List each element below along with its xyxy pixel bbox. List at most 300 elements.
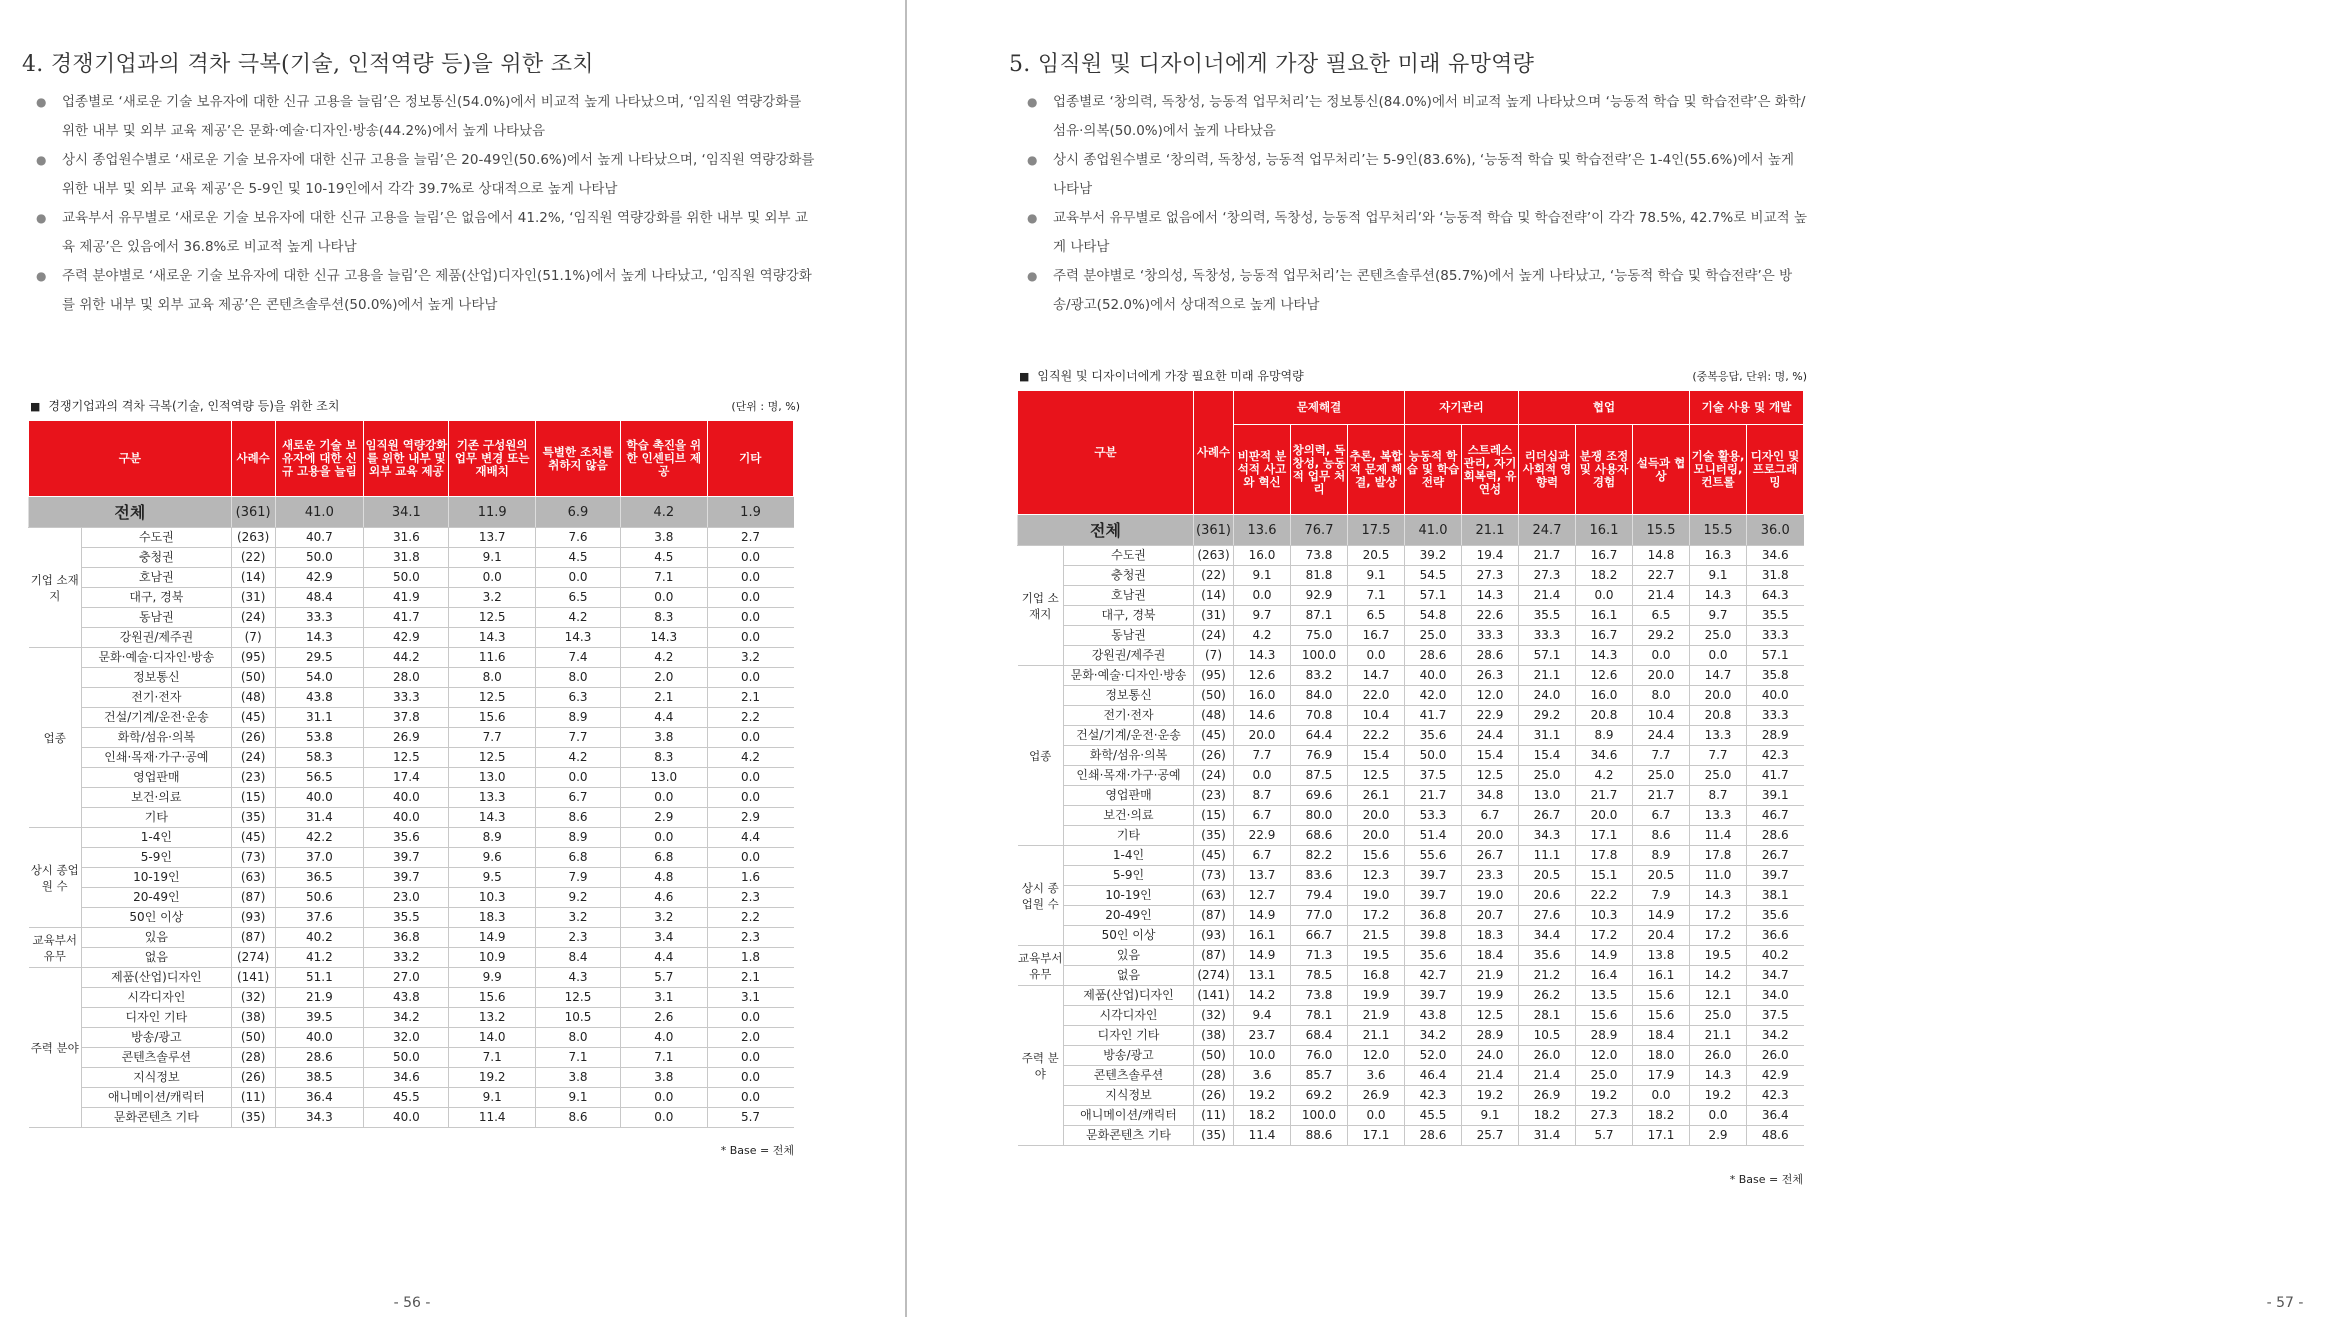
cell-value: 34.3: [1519, 826, 1576, 846]
cell-value: 0.0: [621, 828, 707, 848]
cell-value: 0.0: [1633, 1086, 1690, 1106]
cell-value: 4.0: [621, 1028, 707, 1048]
cell-value: 2.6: [621, 1008, 707, 1028]
section-heading: 4. 경쟁기업과의 격차 극복(기술, 인적역량 등)을 위한 조치: [22, 52, 594, 77]
table-row: [1018, 946, 1804, 966]
cell-value: 0.0: [1348, 646, 1405, 666]
cell-value: 8.0: [1633, 686, 1690, 706]
cell-value: 20.0: [1348, 806, 1405, 826]
bullet-item: ● 업종별로 ‘창의력, 독창성, 능동적 업무처리’는 정보통신(84.0%)에서 비교적 높게 나타났으며 ‘능동적 학습 및 학습전략’은 화학/섬유·의복(50.0%)에서 높게 나타났음: [1027, 88, 1807, 146]
cell-n: (87): [231, 928, 275, 948]
cell-value: 10.3: [449, 888, 535, 908]
cell-value: 19.2: [1690, 1086, 1747, 1106]
cell-value: 6.5: [535, 588, 620, 608]
cell-value: 83.6: [1291, 866, 1348, 886]
cell-value: 64.3: [1747, 586, 1804, 606]
cell-value: 21.1: [1462, 515, 1519, 546]
cell-value: 9.1: [1462, 1106, 1519, 1126]
cell-value: 16.0: [1576, 686, 1633, 706]
table-unit: (중복응답, 단위: 명, %): [1692, 370, 1807, 383]
cell-value: 4.4: [621, 948, 707, 968]
square-bullet-icon: ■: [30, 400, 41, 413]
cell-value: 38.5: [275, 1068, 364, 1088]
table-row: [29, 768, 794, 788]
cell-value: 24.4: [1633, 726, 1690, 746]
cell-value: 8.6: [535, 1108, 620, 1128]
cell-value: 9.6: [449, 848, 535, 868]
cell-value: 8.9: [449, 828, 535, 848]
cell-value: 17.2: [1690, 926, 1747, 946]
cell-value: 17.2: [1690, 906, 1747, 926]
cell-value: 42.3: [1747, 746, 1804, 766]
cell-n: (95): [1194, 666, 1234, 686]
cell-value: 36.6: [1747, 926, 1804, 946]
col-header-category: 구분: [29, 421, 232, 497]
cell-value: 18.2: [1633, 1106, 1690, 1126]
cell-value: 52.0: [1405, 1046, 1462, 1066]
cell-n: (93): [231, 908, 275, 928]
cell-value: 7.7: [535, 728, 620, 748]
cell-value: 8.6: [535, 808, 620, 828]
group-label: 상시 종업원 수: [1018, 846, 1064, 946]
cell-value: 40.0: [364, 788, 449, 808]
cell-value: 28.1: [1519, 1006, 1576, 1026]
cell-value: 7.4: [535, 648, 620, 668]
cell-n: (31): [231, 588, 275, 608]
cell-value: 34.1: [364, 497, 449, 528]
cell-value: 15.4: [1462, 746, 1519, 766]
cell-value: 10.0: [1234, 1046, 1291, 1066]
cell-value: 39.5: [275, 1008, 364, 1028]
cell-value: 73.8: [1291, 546, 1348, 566]
data-table: [28, 420, 794, 1128]
cell-value: 2.1: [707, 968, 793, 988]
cell-value: 58.3: [275, 748, 364, 768]
cell-n: (24): [231, 748, 275, 768]
cell-value: 14.8: [1633, 546, 1690, 566]
cell-value: 17.1: [1348, 1126, 1405, 1146]
cell-value: 50.0: [364, 1048, 449, 1068]
cell-value: 25.7: [1462, 1126, 1519, 1146]
row-label: 시각디자인: [81, 988, 231, 1008]
row-label: 1-4인: [1064, 846, 1194, 866]
cell-value: 37.5: [1747, 1006, 1804, 1026]
cell-value: 5.7: [707, 1108, 793, 1128]
cell-value: 41.7: [1747, 766, 1804, 786]
table-row: [29, 588, 794, 608]
row-label: 10-19인: [81, 868, 231, 888]
cell-value: 26.0: [1690, 1046, 1747, 1066]
cell-value: 28.6: [1747, 826, 1804, 846]
cell-value: 31.1: [1519, 726, 1576, 746]
cell-value: 35.6: [1747, 906, 1804, 926]
cell-value: 39.1: [1747, 786, 1804, 806]
cell-value: 34.2: [1405, 1026, 1462, 1046]
cell-value: 13.8: [1633, 946, 1690, 966]
bullet-item: ● 업종별로 ‘새로운 기술 보유자에 대한 신규 고용을 늘림’은 정보통신(54.0%)에서 비교적 높게 나타났으며, ‘임직원 역량강화를 위한 내부 및 외부 교육 제공’은 문화·예술·디자인·방송(44.2%)에서 높게 나타났음: [36, 88, 816, 146]
cell-value: 28.9: [1462, 1026, 1519, 1046]
cell-value: 3.8: [621, 1068, 707, 1088]
table-row: [29, 968, 794, 988]
cell-value: 17.4: [364, 768, 449, 788]
cell-value: 81.8: [1291, 566, 1348, 586]
table-row: [1018, 666, 1804, 686]
cell-n: (87): [231, 888, 275, 908]
table-row: [1018, 806, 1804, 826]
row-label: 디자인 기타: [1064, 1026, 1194, 1046]
col-group-header: 문제해결: [1234, 391, 1405, 425]
cell-value: 13.5: [1576, 986, 1633, 1006]
cell-value: 37.0: [275, 848, 364, 868]
cell-value: 16.1: [1633, 966, 1690, 986]
cell-n: (95): [231, 648, 275, 668]
cell-value: 17.2: [1348, 906, 1405, 926]
cell-value: 26.0: [1519, 1046, 1576, 1066]
table-row: [1018, 646, 1804, 666]
cell-value: 77.0: [1291, 906, 1348, 926]
cell-value: 7.1: [621, 1048, 707, 1068]
col-header: 리더십과 사회적 영향력: [1519, 425, 1576, 515]
cell-value: 3.6: [1348, 1066, 1405, 1086]
cell-value: 14.9: [1234, 906, 1291, 926]
table-row: [29, 1068, 794, 1088]
cell-value: 16.1: [1234, 926, 1291, 946]
cell-value: 26.3: [1462, 666, 1519, 686]
cell-value: 18.4: [1462, 946, 1519, 966]
cell-value: 87.1: [1291, 606, 1348, 626]
table-row: [29, 908, 794, 928]
row-label: 수도권: [1064, 546, 1194, 566]
cell-value: 20.5: [1519, 866, 1576, 886]
cell-value: 18.3: [1462, 926, 1519, 946]
cell-value: 22.7: [1633, 566, 1690, 586]
cell-value: 6.3: [535, 688, 620, 708]
cell-value: 19.0: [1462, 886, 1519, 906]
cell-value: 4.2: [535, 608, 620, 628]
cell-value: 36.5: [275, 868, 364, 888]
col-header-category: 구분: [1018, 391, 1194, 515]
cell-value: 13.2: [449, 1008, 535, 1028]
cell-value: 4.2: [621, 648, 707, 668]
cell-value: 16.7: [1348, 626, 1405, 646]
cell-value: 8.0: [449, 668, 535, 688]
cell-value: 31.1: [275, 708, 364, 728]
cell-value: 39.7: [1405, 986, 1462, 1006]
cell-value: 25.0: [1690, 1006, 1747, 1026]
cell-value: 14.2: [1234, 986, 1291, 1006]
col-header: 분쟁 조정 및 사용자 경험: [1576, 425, 1633, 515]
cell-value: 2.1: [707, 688, 793, 708]
table-row: [1018, 746, 1804, 766]
cell-value: 12.0: [1348, 1046, 1405, 1066]
cell-value: 37.5: [1405, 766, 1462, 786]
cell-value: 3.4: [621, 928, 707, 948]
cell-value: 28.6: [275, 1048, 364, 1068]
group-label: 업종: [29, 648, 82, 828]
cell-value: 4.2: [621, 497, 707, 528]
cell-n: (263): [1194, 546, 1234, 566]
cell-value: 26.1: [1348, 786, 1405, 806]
cell-value: 24.0: [1462, 1046, 1519, 1066]
cell-value: 6.7: [1462, 806, 1519, 826]
cell-n: (7): [1194, 646, 1234, 666]
row-label: 10-19인: [1064, 886, 1194, 906]
cell-value: 10.5: [535, 1008, 620, 1028]
cell-value: 22.2: [1576, 886, 1633, 906]
cell-value: 31.4: [1519, 1126, 1576, 1146]
cell-value: 0.0: [707, 848, 793, 868]
cell-value: 39.7: [1405, 866, 1462, 886]
cell-value: 21.2: [1519, 966, 1576, 986]
table-row: [29, 808, 794, 828]
square-bullet-icon: ■: [1019, 370, 1030, 383]
cell-value: 10.4: [1633, 706, 1690, 726]
cell-n: (45): [1194, 726, 1234, 746]
group-label: 교육부서 유무: [29, 928, 82, 968]
cell-value: 20.0: [1234, 726, 1291, 746]
cell-n: (87): [1194, 946, 1234, 966]
cell-value: 45.5: [364, 1088, 449, 1108]
col-header: 새로운 기술 보유자에 대한 신규 고용을 늘림: [275, 421, 364, 497]
cell-value: 26.0: [1747, 1046, 1804, 1066]
cell-value: 15.5: [1690, 515, 1747, 546]
cell-value: 34.4: [1519, 926, 1576, 946]
cell-value: 41.2: [275, 948, 364, 968]
cell-value: 7.7: [1633, 746, 1690, 766]
cell-value: 76.0: [1291, 1046, 1348, 1066]
cell-value: 21.4: [1519, 1066, 1576, 1086]
cell-value: 36.4: [275, 1088, 364, 1108]
cell-value: 40.0: [1747, 686, 1804, 706]
cell-value: 9.7: [1690, 606, 1747, 626]
row-label: 충청권: [81, 548, 231, 568]
cell-value: 35.6: [1519, 946, 1576, 966]
cell-value: 51.4: [1405, 826, 1462, 846]
cell-value: 0.0: [535, 568, 620, 588]
cell-value: 42.0: [1405, 686, 1462, 706]
cell-value: 76.7: [1291, 515, 1348, 546]
col-header-n: 사례수: [1194, 391, 1234, 515]
row-label-total: 전체: [29, 497, 232, 528]
cell-value: 8.9: [1633, 846, 1690, 866]
bullet-item: ● 상시 종업원수별로 ‘새로운 기술 보유자에 대한 신규 고용을 늘림’은 20-49인(50.6%)에서 높게 나타났으며, ‘임직원 역량강화를 위한 내부 및 외부 교육 제공’은 5-9인 및 10-19인에서 각각 39.7%로 상대적으로 높게 나타남: [36, 146, 816, 204]
cell-value: 20.0: [1348, 826, 1405, 846]
row-label: 호남권: [81, 568, 231, 588]
row-label: 시각디자인: [1064, 1006, 1194, 1026]
cell-value: 35.5: [1747, 606, 1804, 626]
cell-n: (361): [231, 497, 275, 528]
page-number: - 56 -: [393, 1295, 431, 1311]
cell-value: 16.7: [1576, 626, 1633, 646]
cell-value: 8.4: [535, 948, 620, 968]
row-label: 50인 이상: [1064, 926, 1194, 946]
cell-value: 5.7: [1576, 1126, 1633, 1146]
cell-value: 34.3: [275, 1108, 364, 1128]
cell-n: (24): [231, 608, 275, 628]
cell-value: 14.3: [1690, 886, 1747, 906]
cell-value: 0.0: [707, 568, 793, 588]
cell-value: 21.5: [1348, 926, 1405, 946]
table-row: [1018, 1006, 1804, 1026]
cell-value: 0.0: [707, 668, 793, 688]
cell-value: 70.8: [1291, 706, 1348, 726]
cell-value: 11.4: [1234, 1126, 1291, 1146]
row-label: 동남권: [1064, 626, 1194, 646]
row-label: 충청권: [1064, 566, 1194, 586]
table-row: [1018, 826, 1804, 846]
cell-value: 18.4: [1633, 1026, 1690, 1046]
cell-value: 16.1: [1576, 606, 1633, 626]
cell-value: 0.0: [621, 1108, 707, 1128]
cell-value: 9.1: [535, 1088, 620, 1108]
cell-value: 4.6: [621, 888, 707, 908]
cell-value: 79.4: [1291, 886, 1348, 906]
cell-value: 2.3: [707, 888, 793, 908]
cell-value: 7.1: [535, 1048, 620, 1068]
cell-value: 31.8: [1747, 566, 1804, 586]
row-label: 건설/기계/운전·운송: [81, 708, 231, 728]
row-label: 영업판매: [81, 768, 231, 788]
cell-value: 25.0: [1633, 766, 1690, 786]
table-caption: [1019, 367, 1304, 384]
row-label: 문화·예술·디자인·방송: [81, 648, 231, 668]
table-row: [1018, 726, 1804, 746]
cell-value: 16.3: [1690, 546, 1747, 566]
cell-value: 0.0: [1633, 646, 1690, 666]
cell-n: (63): [231, 868, 275, 888]
cell-value: 13.3: [1690, 806, 1747, 826]
cell-value: 11.4: [449, 1108, 535, 1128]
cell-value: 88.6: [1291, 1126, 1348, 1146]
cell-value: 8.0: [535, 1028, 620, 1048]
col-header: 기술 활용, 모니터링, 컨트롤: [1690, 425, 1747, 515]
cell-value: 26.9: [1519, 1086, 1576, 1106]
cell-value: 33.3: [275, 608, 364, 628]
cell-n: (50): [231, 1028, 275, 1048]
cell-value: 34.8: [1462, 786, 1519, 806]
cell-value: 17.1: [1576, 826, 1633, 846]
cell-value: 3.6: [1234, 1066, 1291, 1086]
cell-n: (50): [1194, 1046, 1234, 1066]
col-header-n: 사례수: [231, 421, 275, 497]
cell-value: 42.3: [1747, 1086, 1804, 1106]
cell-value: 8.7: [1690, 786, 1747, 806]
cell-value: 42.7: [1405, 966, 1462, 986]
cell-value: 40.0: [275, 1028, 364, 1048]
cell-value: 0.0: [707, 728, 793, 748]
cell-value: 14.3: [275, 628, 364, 648]
cell-value: 12.7: [1234, 886, 1291, 906]
cell-value: 17.2: [1576, 926, 1633, 946]
cell-value: 6.7: [535, 788, 620, 808]
cell-value: 16.4: [1576, 966, 1633, 986]
cell-value: 7.7: [1234, 746, 1291, 766]
row-label: 기타: [81, 808, 231, 828]
cell-value: 35.5: [1519, 606, 1576, 626]
cell-value: 31.4: [275, 808, 364, 828]
table-row: [1018, 1106, 1804, 1126]
cell-value: 19.4: [1462, 546, 1519, 566]
cell-n: (31): [1194, 606, 1234, 626]
cell-value: 3.8: [535, 1068, 620, 1088]
cell-value: 14.3: [1576, 646, 1633, 666]
cell-value: 1.8: [707, 948, 793, 968]
cell-value: 22.9: [1234, 826, 1291, 846]
cell-value: 19.2: [449, 1068, 535, 1088]
cell-value: 0.0: [449, 568, 535, 588]
cell-value: 9.1: [449, 548, 535, 568]
cell-n: (45): [231, 828, 275, 848]
cell-value: 29.2: [1633, 626, 1690, 646]
cell-value: 0.0: [1576, 586, 1633, 606]
cell-value: 13.1: [1234, 966, 1291, 986]
row-label: 기타: [1064, 826, 1194, 846]
cell-value: 100.0: [1291, 1106, 1348, 1126]
cell-n: (50): [231, 668, 275, 688]
col-header: 설득과 협상: [1633, 425, 1690, 515]
cell-value: 22.6: [1462, 606, 1519, 626]
cell-value: 13.3: [449, 788, 535, 808]
cell-value: 21.4: [1519, 586, 1576, 606]
row-label: 강원권/제주권: [1064, 646, 1194, 666]
row-label: 1-4인: [81, 828, 231, 848]
cell-value: 2.9: [707, 808, 793, 828]
table-row: [1018, 886, 1804, 906]
cell-value: 3.8: [621, 728, 707, 748]
cell-value: 31.8: [364, 548, 449, 568]
cell-value: 14.9: [1234, 946, 1291, 966]
cell-n: (32): [1194, 1006, 1234, 1026]
cell-n: (22): [1194, 566, 1234, 586]
cell-value: 39.7: [364, 868, 449, 888]
cell-value: 27.3: [1462, 566, 1519, 586]
cell-value: 8.9: [1576, 726, 1633, 746]
cell-n: (48): [1194, 706, 1234, 726]
table-row: [29, 848, 794, 868]
cell-value: 7.1: [1348, 586, 1405, 606]
row-label: 인쇄·목재·가구·공예: [1064, 766, 1194, 786]
table-row: [1018, 986, 1804, 1006]
cell-value: 34.2: [364, 1008, 449, 1028]
cell-value: 22.0: [1348, 686, 1405, 706]
col-header: 스트레스 관리, 자기 회복력, 유연성: [1462, 425, 1519, 515]
cell-value: 0.0: [707, 588, 793, 608]
cell-value: 2.0: [707, 1028, 793, 1048]
cell-value: 10.3: [1576, 906, 1633, 926]
cell-value: 13.0: [621, 768, 707, 788]
data-table: [1017, 390, 1804, 1146]
cell-n: (23): [231, 768, 275, 788]
cell-n: (35): [231, 808, 275, 828]
cell-value: 43.8: [364, 988, 449, 1008]
row-label: 동남권: [81, 608, 231, 628]
row-label: 있음: [81, 928, 231, 948]
row-label: 보건·의료: [1064, 806, 1194, 826]
cell-value: 0.0: [535, 768, 620, 788]
cell-value: 15.1: [1576, 866, 1633, 886]
cell-value: 21.7: [1519, 546, 1576, 566]
cell-value: 42.2: [275, 828, 364, 848]
cell-value: 33.3: [1519, 626, 1576, 646]
cell-value: 28.6: [1405, 646, 1462, 666]
cell-value: 68.4: [1291, 1026, 1348, 1046]
col-group-header: 기술 사용 및 개발: [1690, 391, 1804, 425]
table-row: [29, 1088, 794, 1108]
cell-value: 12.5: [449, 608, 535, 628]
cell-value: 40.7: [275, 528, 364, 548]
cell-value: 0.0: [1348, 1106, 1405, 1126]
cell-value: 40.0: [275, 788, 364, 808]
